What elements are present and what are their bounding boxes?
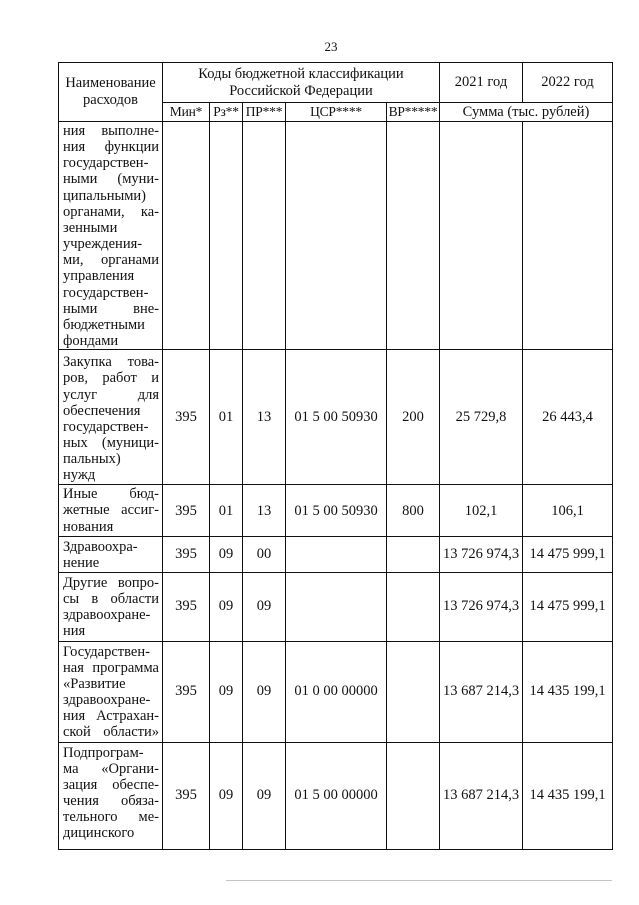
pr-cell: 09 — [243, 572, 286, 641]
pr-cell: 09 — [243, 641, 286, 742]
rz-cell: 09 — [210, 537, 243, 572]
header-codes-group — [163, 63, 440, 103]
table-row — [59, 537, 613, 572]
vr-cell — [387, 122, 440, 350]
sum-2021-cell: 13 726 974,3 — [440, 572, 523, 641]
name-line: ния Астрахан- — [63, 708, 159, 725]
name-line: Закупка това- — [63, 354, 159, 371]
sum-2021-cell — [440, 122, 523, 350]
sum-2021-cell: 25 729,8 — [440, 350, 523, 485]
name-line: бюджетными — [63, 316, 145, 333]
name-line: пальных) — [63, 451, 121, 468]
name-line: ными (муни- — [63, 171, 159, 188]
name-line: ния — [63, 622, 86, 639]
name-line: обеспечения — [63, 402, 141, 419]
name-line: дицинского — [63, 825, 135, 842]
name-line: здравоохране- — [63, 691, 151, 708]
csr-cell: 01 5 00 50930 — [286, 485, 387, 537]
name-line: ской области» — [63, 724, 159, 741]
header-year-2021: 2021 год — [440, 63, 523, 103]
name-line: государствен- — [63, 418, 149, 435]
csr-cell — [286, 122, 387, 350]
header-row-1 — [59, 63, 613, 103]
row-name-cell — [59, 485, 163, 537]
header-codes-line: Российской Федерации — [229, 82, 373, 99]
name-line: учреждения- — [63, 236, 143, 253]
name-line: Подпрограм- — [63, 744, 144, 761]
name-line: нования — [63, 518, 114, 535]
pr-cell: 13 — [243, 350, 286, 485]
name-line: нение — [63, 555, 100, 572]
row-name-cell — [59, 350, 163, 485]
name-line: ми, органами — [63, 252, 159, 269]
header-year-2022: 2022 год — [523, 63, 613, 103]
name-line: Здравоохра- — [63, 539, 138, 556]
name-line: зенными — [63, 219, 118, 236]
header-code-min: Мин* — [163, 103, 210, 122]
vr-cell — [387, 537, 440, 572]
table-row — [59, 742, 613, 849]
name-line: управления — [63, 268, 135, 285]
name-line: Другие вопро- — [63, 574, 159, 591]
sum-2022-cell: 14 475 999,1 — [523, 572, 613, 641]
sum-2022-cell: 26 443,4 — [523, 350, 613, 485]
name-line: ципальными) — [63, 187, 146, 204]
row-name-cell — [59, 641, 163, 742]
header-code-rz: Рз** — [210, 103, 243, 122]
row-name-cell — [59, 572, 163, 641]
pr-cell — [243, 122, 286, 350]
min-cell: 395 — [163, 641, 210, 742]
name-line: фондами — [63, 333, 119, 350]
rz-cell: 01 — [210, 485, 243, 537]
sum-2022-cell: 106,1 — [523, 485, 613, 537]
min-cell: 395 — [163, 572, 210, 641]
pr-cell: 00 — [243, 537, 286, 572]
rz-cell: 09 — [210, 572, 243, 641]
sum-2022-cell: 14 435 199,1 — [523, 641, 613, 742]
row-name-cell — [59, 122, 163, 350]
name-line: тельного ме- — [63, 809, 159, 826]
min-cell — [163, 122, 210, 350]
scan-edge-line — [226, 880, 612, 881]
table-row — [59, 350, 613, 485]
sum-2021-cell: 102,1 — [440, 485, 523, 537]
name-line: органами, ка- — [63, 203, 159, 220]
table-row — [59, 122, 613, 350]
sum-2022-cell — [523, 122, 613, 350]
pr-cell: 13 — [243, 485, 286, 537]
name-line: зация обеспе- — [63, 776, 159, 793]
name-line: Государствен- — [63, 643, 150, 660]
rz-cell: 09 — [210, 742, 243, 849]
name-line: здравоохране- — [63, 606, 151, 623]
name-line: чения обяза- — [63, 792, 159, 809]
header-code-vr: ВР***** — [387, 103, 440, 122]
table-row — [59, 572, 613, 641]
table-row — [59, 641, 613, 742]
rz-cell — [210, 122, 243, 350]
name-line: ная программа — [63, 659, 159, 676]
name-line: нужд — [63, 467, 96, 484]
min-cell: 395 — [163, 350, 210, 485]
table-row — [59, 485, 613, 537]
header-sum-label: Сумма (тыс. рублей) — [440, 103, 613, 122]
csr-cell: 01 5 00 00000 — [286, 742, 387, 849]
sum-2021-cell: 13 726 974,3 — [440, 537, 523, 572]
header-code-pr: ПР*** — [243, 103, 286, 122]
header-name-line: расходов — [83, 92, 138, 108]
min-cell: 395 — [163, 742, 210, 849]
csr-cell — [286, 537, 387, 572]
csr-cell — [286, 572, 387, 641]
header-name-column — [59, 63, 163, 122]
header-code-csr: ЦСР**** — [286, 103, 387, 122]
name-line: ма «Органи- — [63, 760, 159, 777]
name-line: Иные бюд- — [63, 486, 159, 503]
name-line: государствен- — [63, 155, 149, 172]
header-codes-line: Коды бюджетной классификации — [198, 65, 404, 82]
sum-2022-cell: 14 435 199,1 — [523, 742, 613, 849]
row-name-cell — [59, 742, 163, 849]
name-line: ными вне- — [63, 300, 159, 317]
name-line: ров, работ и — [63, 370, 159, 387]
rz-cell: 01 — [210, 350, 243, 485]
name-line: ния функции — [63, 139, 159, 156]
vr-cell: 800 — [387, 485, 440, 537]
name-line: государствен- — [63, 284, 149, 301]
min-cell: 395 — [163, 537, 210, 572]
page-number: 23 — [324, 39, 338, 54]
csr-cell: 01 5 00 50930 — [286, 350, 387, 485]
name-line: услуг для — [63, 386, 159, 403]
pr-cell: 09 — [243, 742, 286, 849]
vr-cell — [387, 641, 440, 742]
row-name-cell — [59, 537, 163, 572]
budget-table — [58, 62, 613, 850]
sum-2021-cell: 13 687 214,3 — [440, 742, 523, 849]
sum-2022-cell: 14 475 999,1 — [523, 537, 613, 572]
name-line: «Развитие — [63, 675, 126, 692]
min-cell: 395 — [163, 485, 210, 537]
csr-cell: 01 0 00 00000 — [286, 641, 387, 742]
vr-cell — [387, 742, 440, 849]
name-line: сы в области — [63, 590, 159, 607]
rz-cell: 09 — [210, 641, 243, 742]
header-name-line: Наименование — [65, 75, 156, 91]
name-line: ния выполне- — [63, 123, 159, 139]
name-line: ных (муници- — [63, 434, 159, 451]
vr-cell — [387, 572, 440, 641]
name-line: жетные ассиг- — [63, 502, 159, 519]
vr-cell: 200 — [387, 350, 440, 485]
sum-2021-cell: 13 687 214,3 — [440, 641, 523, 742]
